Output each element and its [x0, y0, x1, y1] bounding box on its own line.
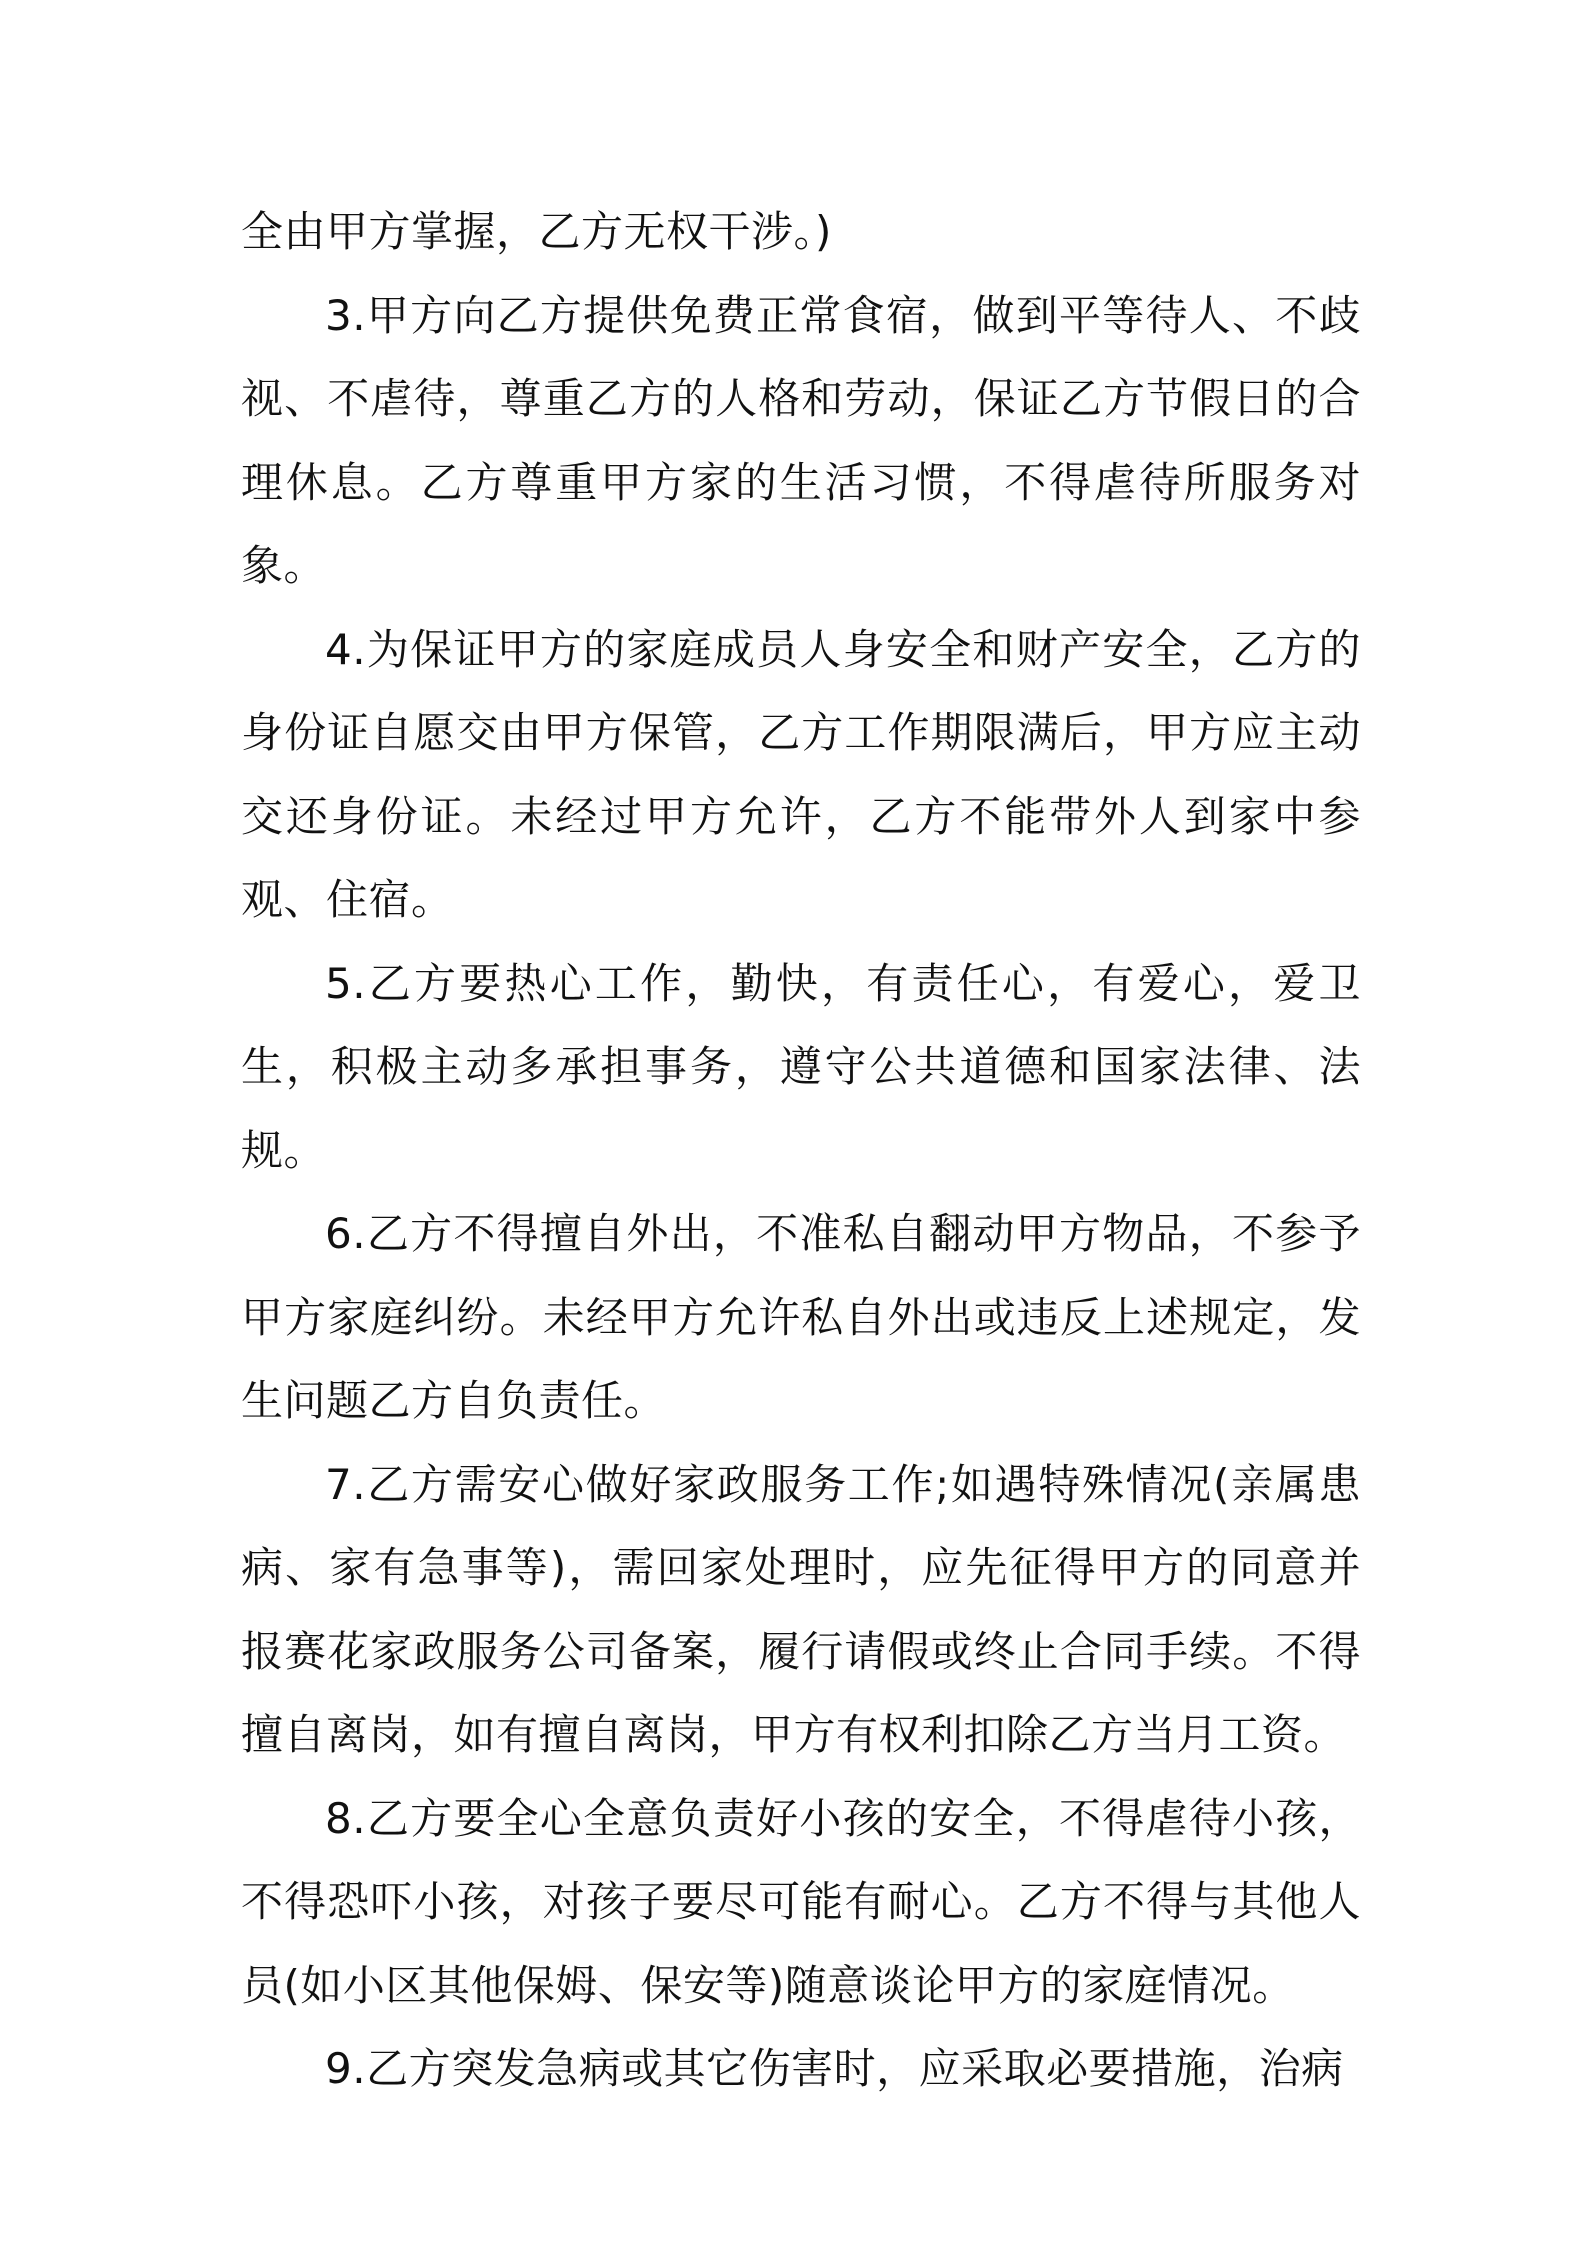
paragraph-clause-7: 7.乙方需安心做好家政服务工作;如遇特殊情况(亲属患病、家有急事等)，需回家处理时，应先征得甲方的同意并报赛花家政服务公司备案，履行请假或终止合同手续。不得擅自离岗，如有擅自离岗，甲方有权利扣除乙方当月工资。 — [241, 1459, 1361, 1759]
paragraph-clause-6: 6.乙方不得擅自外出，不准私自翻动甲方物品，不参予甲方家庭纠纷。未经甲方允许私自外出或违反上述规定，发生问题乙方自负责任。 — [241, 1209, 1361, 1425]
paragraph-clause-8: 8.乙方要全心全意负责好小孩的安全，不得虐待小孩，不得恐吓小孩，对孩子要尽可能有耐心。乙方不得与其他人员(如小区其他保姆、保安等)随意谈论甲方的家庭情况。 — [241, 1793, 1361, 2010]
paragraph-clause-5: 5.乙方要热心工作，勤快，有责任心，有爱心，爱卫生，积极主动多承担事务，遵守公共道德和国家法律、法规。 — [241, 958, 1361, 1175]
paragraph-clause-4: 4.为保证甲方的家庭成员人身安全和财产安全，乙方的身份证自愿交由甲方保管，乙方工作期限满后，甲方应主动交还身份证。未经过甲方允许，乙方不能带外人到家中参观、住宿。 — [241, 624, 1361, 924]
paragraph-clause-3: 3.甲方向乙方提供免费正常食宿，做到平等待人、不歧视、不虐待，尊重乙方的人格和劳动，保证乙方节假日的合理休息。乙方尊重甲方家的生活习惯，不得虐待所服务对象。 — [241, 290, 1361, 590]
paragraph-continuation: 全由甲方掌握，乙方无权干涉。) — [241, 207, 832, 256]
paragraph-clause-9: 9.乙方突发急病或其它伤害时，应采取必要措施，治病 — [325, 2044, 1344, 2093]
contract-body — [241, 190, 1361, 2111]
